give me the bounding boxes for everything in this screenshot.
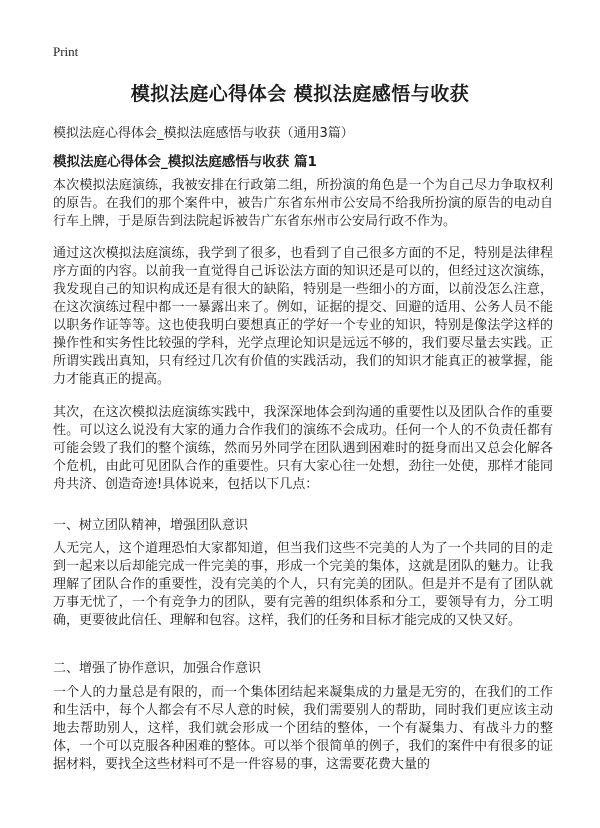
paragraph: 一个人的力量总是有限的，而一个集体团结起来凝集成的力量是无穷的，在我们的工作和生活中，每个人都会有不尽人意的时候，我们需要别人的帮助，同时我们更应该主动地去帮助别人，这样，我们就会形成一个团结的整体，一个有凝集力、有战斗力的整体，一个可以克服各种困难的整体。可以举个很简单的例子，我们的案件中有很多的证据材料，要找全这些材料可不是一件容易的事，这需要花费大量的: [53, 685, 553, 772]
paragraph: 其次，在这次模拟法庭演练实践中，我深深地体会到沟通的重要性以及团队合作的重要性。可以这么说没有大家的通力合作我们的演练不会成功。任何一个人的不负责任都有可能会毁了我们的整个演练，然而另外同学在团队遇到困难时的挺身而出又总会化解各个危机，由此可见团队合作的重要性。只有大家心往一处想，劲往一处使，那样才能同舟共济、创造奇迹!具体说来，包括以下几点：: [53, 405, 553, 492]
subheading: 一、树立团队精神，增强团队意识: [53, 518, 249, 533]
document-subtitle: 模拟法庭心得体会_模拟法庭感悟与收获（通用3篇）: [53, 126, 354, 141]
document-title: 模拟法庭心得体会 模拟法庭感悟与收获: [130, 83, 470, 105]
paragraph: 通过这次模拟法庭演练，我学到了很多，也看到了自己很多方面的不足，特别是法律程序方面的内容。以前我一直觉得自己诉讼法方面的知识还是可以的，但经过这次演练，我发现自己的知识构成还是有很大的缺陷，特别是一些细小的方面，以前没怎么注意，在这次演练过程中都一一暴露出来了。例如，证据的提交、回避的适用、公务人员不能以职务作证等等。这也使我明白要想真正的学好一个专业的知识，特别是像法学这样的操作性和实务性比较强的学科，光学点理论知识是远远不够的，我们要尽量去实践。正所谓实践出真知，只有经过几次有价值的实践活动，我们的知识才能真正的被掌握，能力才能真正的提高。: [53, 246, 553, 387]
subheading: 二、增强了协作意识，加强合作意识: [53, 661, 262, 676]
paragraph: 本次模拟法庭演练，我被安排在行政第二组，所扮演的角色是一个为自己尽力争取权利的原告。在我们的那个案件中，被告广东省东州市公安局不给我所扮演的原告的电动自行车上牌，于是原告到法院起诉被告广东省东州市公安局行政不作为。: [53, 178, 553, 229]
section-heading: 模拟法庭心得体会_模拟法庭感悟与收获 篇1: [53, 154, 317, 170]
paragraph: 人无完人，这个道理恐怕大家都知道，但当我们这些不完美的人为了一个共同的目的走到一起来以后却能完成一件完美的事，形成一个完美的集体，这就是团队的魅力。让我理解了团队合作的重要性，没有完美的个人，只有完美的团队。但是并不是有了团队就万事无忧了，一个有竞争力的团队，要有完善的组织体系和分工，要领导有力，分工明确，更要彼此信任、理解和包容。这样，我们的任务和目标才能完成的又快又好。: [53, 541, 553, 628]
print-link[interactable]: Print: [53, 44, 79, 59]
